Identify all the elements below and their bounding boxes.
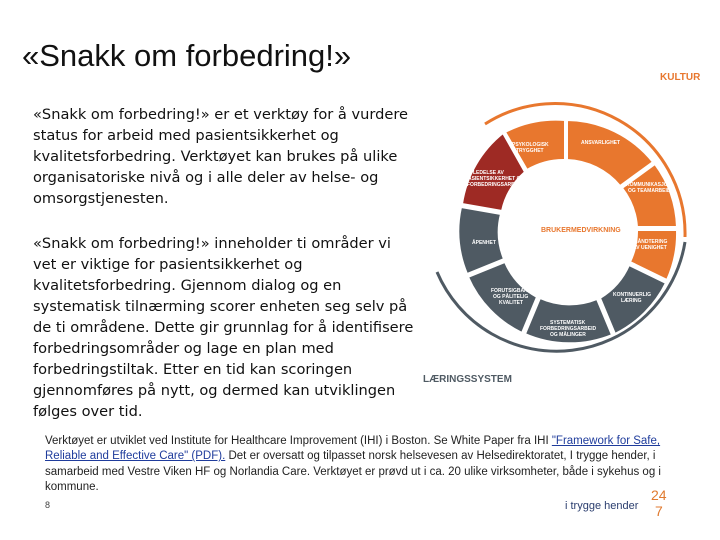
culture-label: KULTUR: [660, 72, 701, 83]
kont-label-1: KONTINUERLIG: [613, 292, 652, 298]
footnote-text-1: Verktøyet er utviklet ved Institute for Healthcare Improvement (IHI) i Boston. Se White Paper fra IHI: [45, 435, 552, 447]
framework-pdf-link[interactable]: "Framework for Safe, Reliable and Effective Care" (PDF).: [45, 435, 661, 463]
sys-label-3: OG MÅLINGER: [550, 332, 586, 338]
framework-diagram: [415, 62, 715, 392]
led-label-2: PASIENTSIKKERHET OG: [465, 176, 525, 182]
logo-number-bottom: 7: [655, 503, 663, 519]
fort-label-2: OG PÅLITELIG: [493, 294, 529, 300]
psych-label-1: PSYKOLOGISK: [512, 142, 549, 148]
intro-paragraph: «Snakk om forbedring!» er et verktøy for å vurdere status for arbeid med pasientsikkerhet og kvalitetsforbedring. Verktøyet kan brukes på ulike organisatoriske nivå og i alle deler av helse- og omsorgstjenesten.: [33, 106, 409, 207]
kont-label-2: LÆRING: [621, 298, 642, 304]
hand-label-1: HÅNDTERING: [634, 239, 668, 245]
page-number: 8: [45, 500, 51, 510]
fort-label-3: KVALITET: [499, 300, 524, 306]
footnote-text-2: Det er oversatt og tilpasset norsk helsevesen av Helsedirektoratet, I trygge hender, i samarbeid med Vestre Viken HF og Norlandia Care. Verktøyet er prøvd ut i ca. 20 ulike virksomheter, både i sykehus og i kommune.: [45, 450, 661, 493]
logo-text: i trygge hender: [565, 500, 639, 512]
sys-label-1: SYSTEMATISK: [550, 320, 586, 326]
psych-label-2: TRYGGHET: [516, 148, 544, 154]
i-trygge-hender-logo: [555, 484, 685, 526]
logo-number-top: 24: [651, 487, 667, 503]
hand-label-2: AV UENIGHET: [633, 245, 667, 251]
learning-label: LÆRINGSSYSTEM: [423, 374, 512, 385]
led-label-1: LEDELSE AV: [473, 170, 504, 176]
komm-label-2: OG TEAMARBEID: [628, 188, 671, 194]
sys-label-2: FORBEDRINGSARBEID: [540, 326, 597, 332]
ansvar-label: ANSVARLIGHET: [581, 140, 621, 146]
framework-wheel: [415, 62, 715, 392]
description-paragraph: «Snakk om forbedring!» inneholder ti områder vi vet er viktige for pasientsikkerhet og kvalitetsforbedring. Gjennom dialog og en systematisk tilnærming scorer enheten seg selv på de ti områdene. Dette gir grunnlag for å identifisere forbedringsområder og lage en plan med forbedringstiltak. Etter en tid kan scoringen gjennomføres på nytt, og dermed kan utviklingen følges over tid.: [33, 235, 414, 420]
apen-label: ÅPENHET: [472, 240, 496, 246]
fort-label-1: FORUTSIGBAR: [491, 288, 528, 294]
slide-title: «Snakk om forbedring!»: [22, 38, 352, 73]
led-label-3: FORBEDRINGSARBEID: [467, 182, 524, 188]
center-label: BRUKERMEDVIRKNING: [541, 227, 621, 234]
komm-label-1: KOMMUNIKASJON: [626, 182, 672, 188]
